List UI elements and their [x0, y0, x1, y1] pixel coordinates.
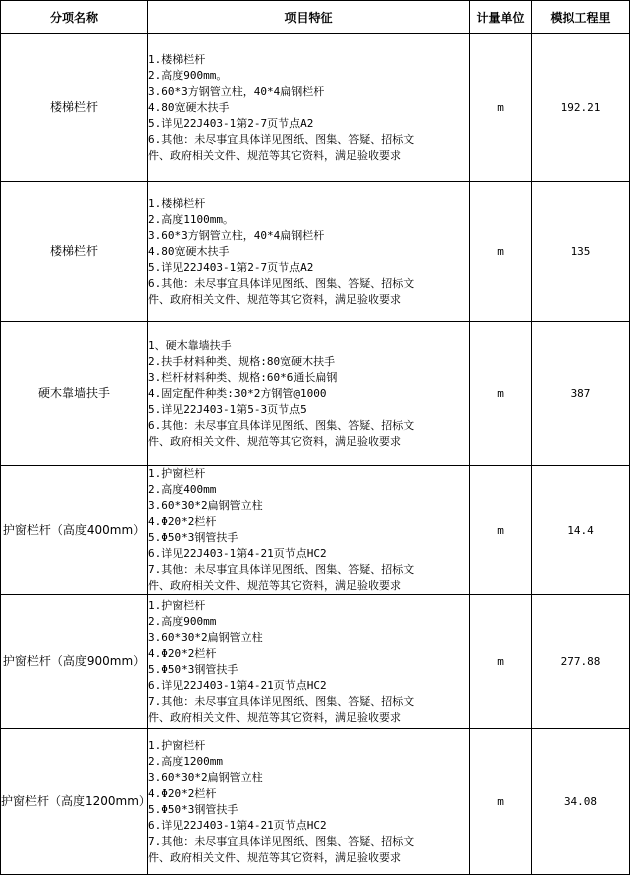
- feature-line: 3.60*30*2扁钢管立柱: [148, 770, 263, 784]
- feature-line: 件、政府相关文件、规范等其它资料，满足验收要求: [148, 850, 401, 864]
- item-name-cell: 护窗栏杆（高度900mm）: [1, 595, 148, 729]
- feature-line: 1.楼梯栏杆: [148, 196, 206, 210]
- feature-line: 4.Φ20*2栏杆: [148, 786, 217, 800]
- unit-cell: m: [470, 322, 532, 466]
- feature-line: 6.其他：未尽事宜具体详见图纸、图集、答疑、招标文: [148, 276, 415, 290]
- table-row: [1, 34, 630, 182]
- item-features-cell: [148, 729, 470, 875]
- table-row: [1, 466, 630, 595]
- header-quantity: 模拟工程里: [532, 1, 630, 34]
- feature-line: 2.高度1200mm: [148, 754, 223, 768]
- item-name-cell: 楼梯栏杆: [1, 34, 148, 182]
- feature-line: 6.详见22J403-1第4-21页节点HC2: [148, 818, 327, 832]
- quantity-cell: 387: [532, 322, 630, 466]
- feature-line: 4.Φ20*2栏杆: [148, 646, 217, 660]
- table-row: [1, 595, 630, 729]
- quantity-cell: 277.88: [532, 595, 630, 729]
- feature-line: 3.60*30*2扁钢管立柱: [148, 499, 263, 512]
- header-item-features: 项目特征: [148, 1, 470, 34]
- feature-line: 2.高度900mm: [148, 614, 217, 628]
- quantity-cell: 192.21: [532, 34, 630, 182]
- item-features-cell: [148, 595, 470, 729]
- feature-line: 1.护窗栏杆: [148, 598, 206, 612]
- feature-line: 3.栏杆材料种类、规格:60*6通长扁钢: [148, 370, 338, 384]
- unit-cell: m: [470, 595, 532, 729]
- item-features-cell: [148, 322, 470, 466]
- feature-line: 件、政府相关文件、规范等其它资料，满足验收要求: [148, 148, 401, 162]
- feature-line: 7.其他：未尽事宜具体详见图纸、图集、答疑、招标文: [148, 563, 415, 576]
- feature-line: 件、政府相关文件、规范等其它资料，满足验收要求: [148, 710, 401, 724]
- header-row: [1, 1, 630, 34]
- unit-cell: m: [470, 729, 532, 875]
- feature-line: 5.详见22J403-1第2-7页节点A2: [148, 260, 314, 274]
- feature-line: 7.其他：未尽事宜具体详见图纸、图集、答疑、招标文: [148, 834, 415, 848]
- feature-line: 5.详见22J403-1第5-3页节点5: [148, 402, 307, 416]
- feature-line: 3.60*3方钢管立柱，40*4扁钢栏杆: [148, 228, 325, 242]
- item-features-cell: [148, 466, 470, 595]
- feature-line: 3.60*30*2扁钢管立柱: [148, 630, 263, 644]
- table-row: [1, 182, 630, 322]
- feature-line: 2.高度400mm: [148, 483, 217, 496]
- item-name-cell: 护窗栏杆（高度1200mm）: [1, 729, 148, 875]
- feature-line: 1、硬木靠墙扶手: [148, 338, 232, 352]
- feature-line: 件、政府相关文件、规范等其它资料，满足验收要求: [148, 292, 401, 306]
- feature-line: 件、政府相关文件、规范等其它资料，满足验收要求: [148, 434, 401, 448]
- header-item-name: 分项名称: [1, 1, 148, 34]
- feature-line: 6.详见22J403-1第4-21页节点HC2: [148, 678, 327, 692]
- feature-line: 1.护窗栏杆: [148, 738, 206, 752]
- quantity-cell: 34.08: [532, 729, 630, 875]
- feature-line: 4.固定配件种类:30*2方钢管@1000: [148, 386, 327, 400]
- feature-line: 2.高度900mm。: [148, 68, 228, 82]
- feature-line: 1.楼梯栏杆: [148, 52, 206, 66]
- feature-line: 1.护窗栏杆: [148, 467, 206, 480]
- item-name-cell: 楼梯栏杆: [1, 182, 148, 322]
- quantity-cell: 135: [532, 182, 630, 322]
- feature-line: 4.80宽硬木扶手: [148, 244, 230, 258]
- item-features-cell: [148, 34, 470, 182]
- feature-line: 5.详见22J403-1第2-7页节点A2: [148, 116, 314, 130]
- feature-line: 4.Φ20*2栏杆: [148, 515, 217, 528]
- table-row: [1, 322, 630, 466]
- item-name-cell: 护窗栏杆（高度400mm）: [1, 466, 148, 595]
- feature-line: 2.高度1100mm。: [148, 212, 234, 226]
- table-body: [1, 34, 630, 875]
- feature-line: 5.Φ50*3钢管扶手: [148, 662, 239, 676]
- feature-line: 2.扶手材料种类、规格:80宽硬木扶手: [148, 354, 336, 368]
- feature-line: 5.Φ50*3钢管扶手: [148, 802, 239, 816]
- header-unit: 计量单位: [470, 1, 532, 34]
- feature-line: 6.其他：未尽事宜具体详见图纸、图集、答疑、招标文: [148, 132, 415, 146]
- feature-line: 4.80宽硬木扶手: [148, 100, 230, 114]
- feature-line: 7.其他：未尽事宜具体详见图纸、图集、答疑、招标文: [148, 694, 415, 708]
- item-features-cell: [148, 182, 470, 322]
- feature-line: 5.Φ50*3钢管扶手: [148, 531, 239, 544]
- feature-line: 3.60*3方钢管立柱，40*4扁钢栏杆: [148, 84, 325, 98]
- unit-cell: m: [470, 182, 532, 322]
- unit-cell: m: [470, 466, 532, 595]
- feature-line: 6.其他：未尽事宜具体详见图纸、图集、答疑、招标文: [148, 418, 415, 432]
- quantity-cell: 14.4: [532, 466, 630, 595]
- feature-line: 6.详见22J403-1第4-21页节点HC2: [148, 547, 327, 560]
- feature-line: 件、政府相关文件、规范等其它资料，满足验收要求: [148, 579, 401, 592]
- item-name-cell: 硬木靠墙扶手: [1, 322, 148, 466]
- table-row: [1, 729, 630, 875]
- unit-cell: m: [470, 34, 532, 182]
